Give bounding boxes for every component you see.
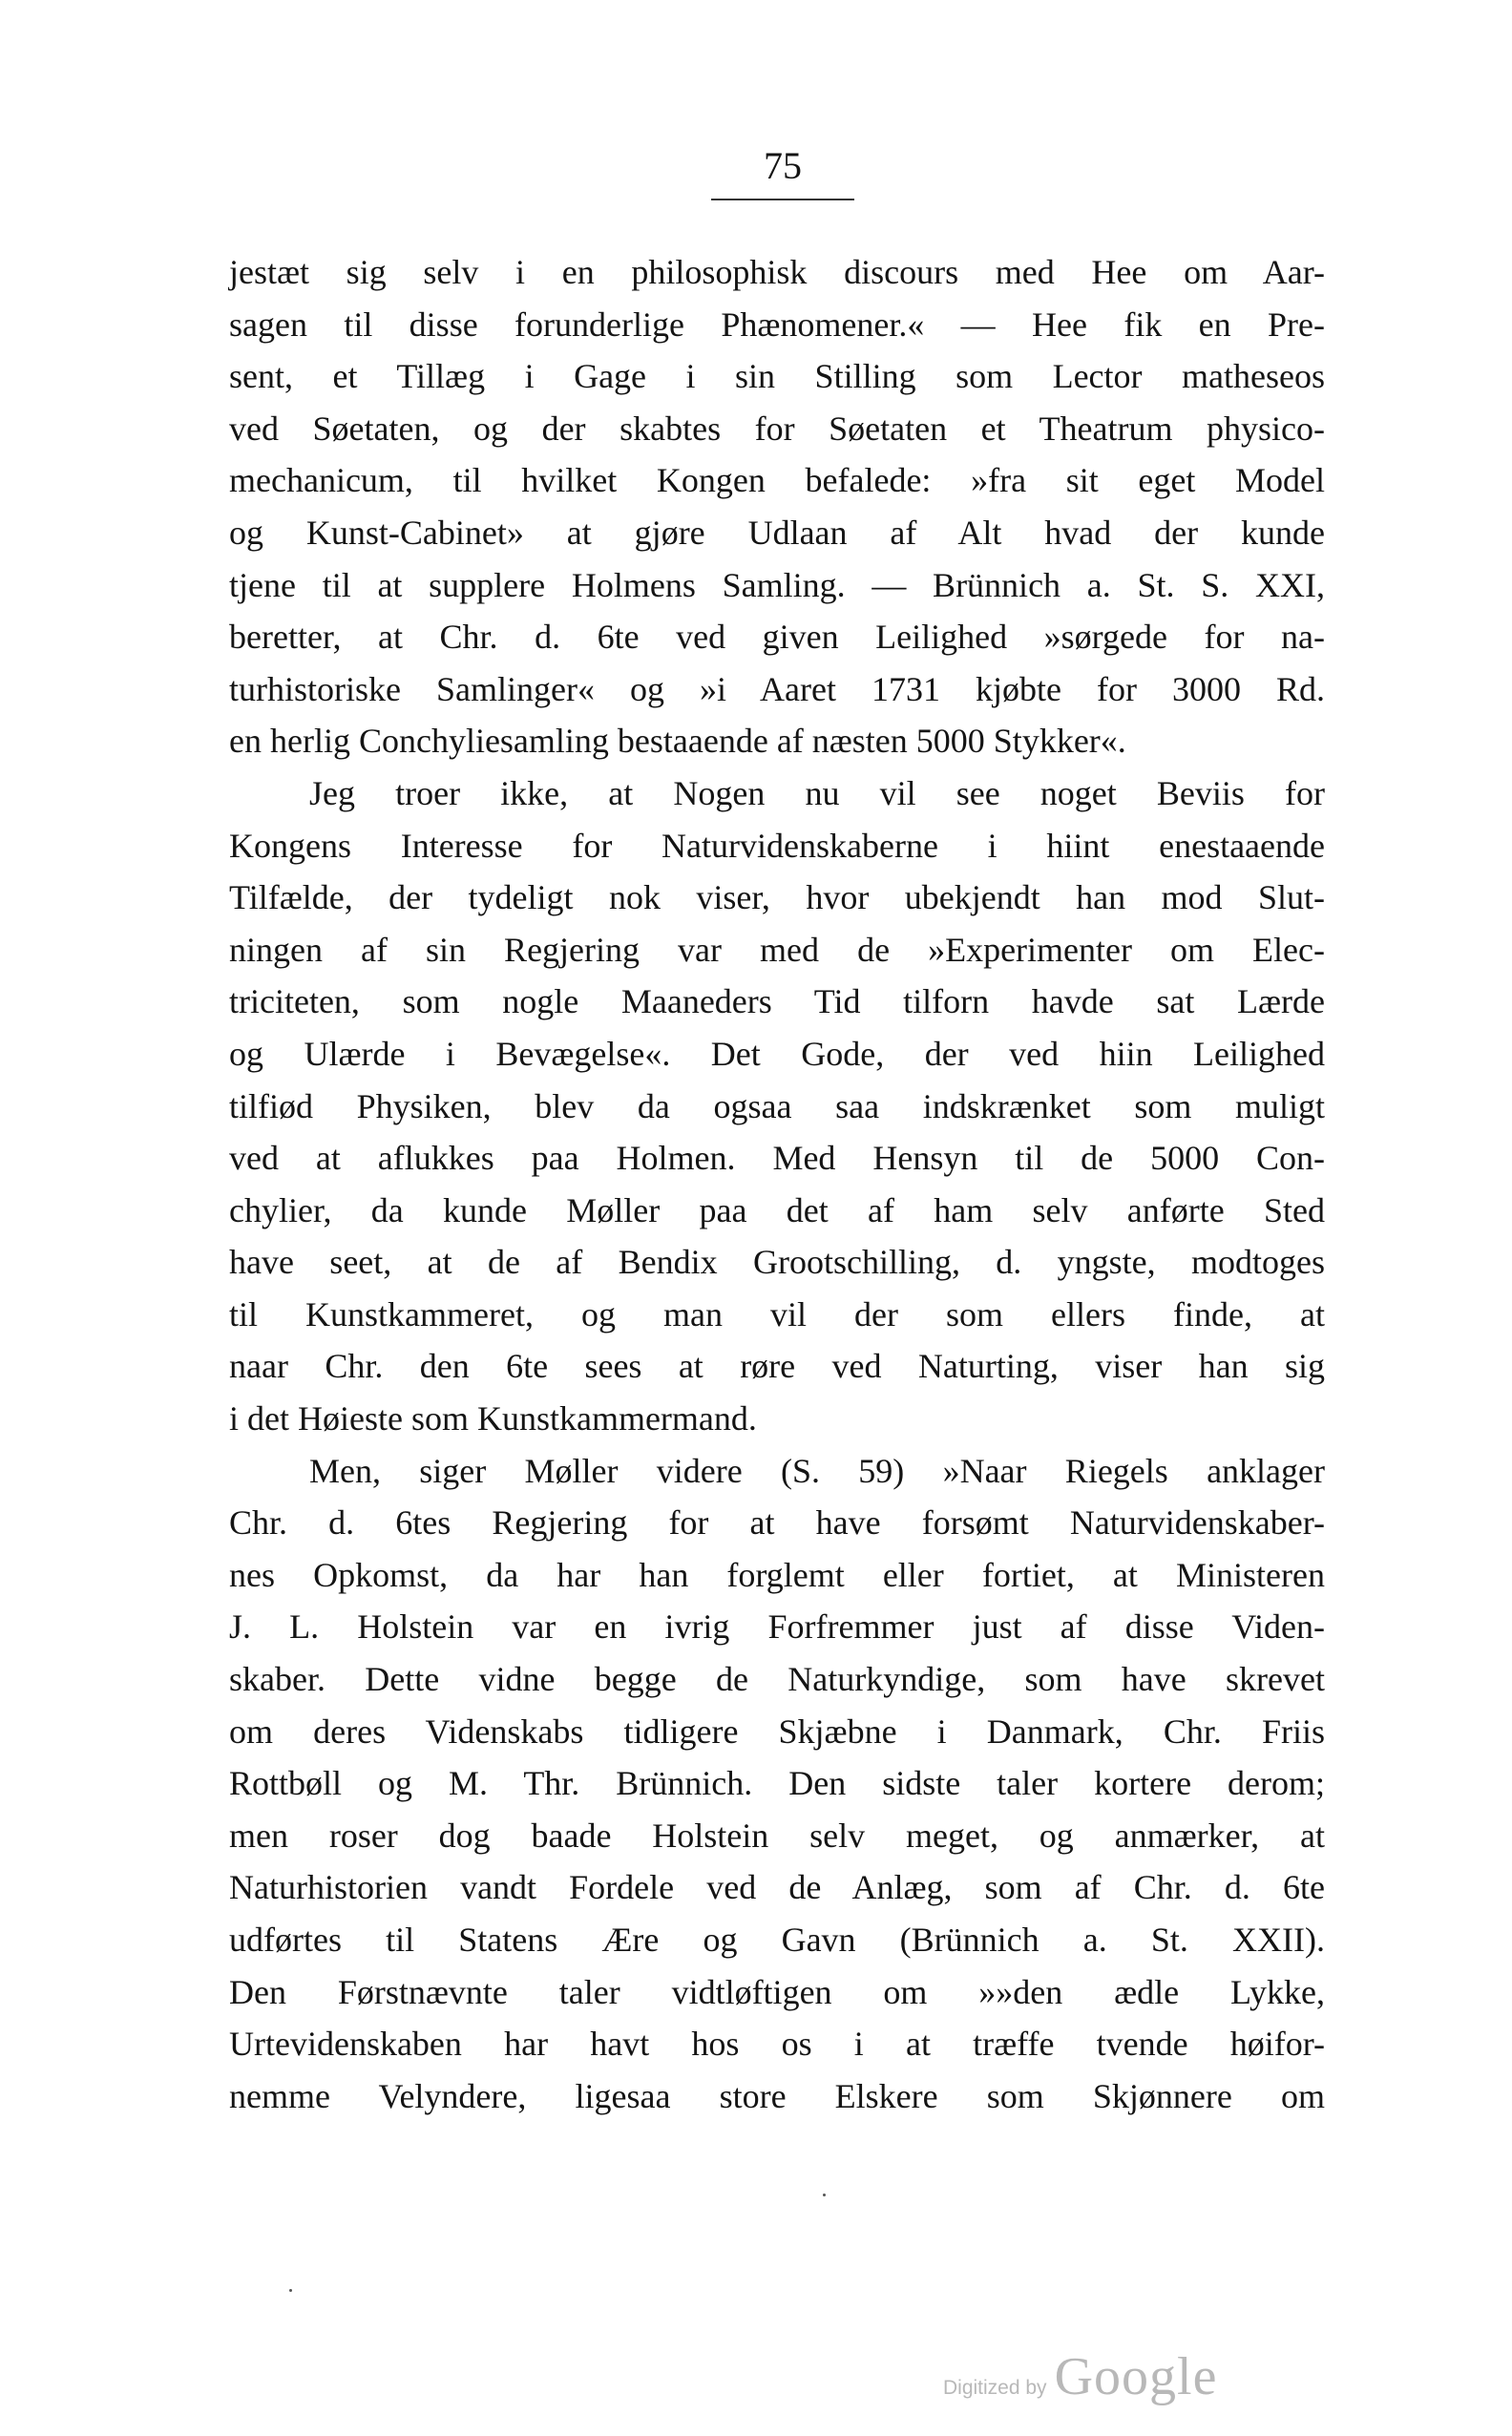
text-line: Jeg troer ikke, at Nogen nu vil see noget Beviis for bbox=[309, 773, 1325, 812]
text-line: Rottbøll og M. Thr. Brünnich. Den sidste taler kortere derom; bbox=[229, 1764, 1325, 1803]
text-line: Kongens Interesse for Naturvidenskaberne i hiint enestaaende bbox=[229, 826, 1325, 865]
text-line: ved Søetaten, og der skabtes for Søetaten et Theatrum physico- bbox=[229, 409, 1325, 448]
text-line: turhistoriske Samlinger« og »i Aaret 1731 kjøbte for 3000 Rd. bbox=[229, 669, 1325, 708]
text-line: nemme Velyndere, ligesaa store Elskere som Skjønnere om bbox=[229, 2076, 1325, 2115]
text-line: Chr. d. 6tes Regjering for at have forsømt Naturvidenskaber- bbox=[229, 1503, 1325, 1543]
text-line: om deres Videnskabs tidligere Skjæbne i Danmark, Chr. Friis bbox=[229, 1712, 1325, 1751]
text-line: tjene til at supplere Holmens Samling. — Brünnich a. St. S. XXI, bbox=[229, 565, 1325, 604]
text-line: til Kunstkammeret, og man vil der som ellers finde, at bbox=[229, 1294, 1325, 1334]
text-line: mechanicum, til hvilket Kongen befalede: »fra sit eget Model bbox=[229, 461, 1325, 500]
text-line: og Kunst-Cabinet» at gjøre Udlaan af Alt hvad der kunde bbox=[229, 513, 1325, 552]
paper-speck bbox=[289, 2289, 292, 2292]
text-line: chylier, da kunde Møller paa det af ham selv anførte Sted bbox=[229, 1190, 1325, 1229]
text-line: beretter, at Chr. d. 6te ved given Leilighed »sørgede for na- bbox=[229, 618, 1325, 657]
text-line: men roser dog baade Holstein selv meget, og anmærker, at bbox=[229, 1816, 1325, 1855]
text-line: i det Høieste som Kunstkammermand. bbox=[229, 1399, 757, 1438]
text-line: Urtevidenskaben har havt hos os i at træffe tvende høifor- bbox=[229, 2025, 1325, 2064]
text-line: J. L. Holstein var en ivrig Forfremmer just af disse Viden- bbox=[229, 1607, 1325, 1647]
text-line: triciteten, som nogle Maaneders Tid tilforn havde sat Lærde bbox=[229, 982, 1325, 1021]
text-line: udførtes til Statens Ære og Gavn (Brünnich a. St. XXII). bbox=[229, 1921, 1325, 1959]
text-line: tilfiød Physiken, blev da ogsaa saa indskrænket som muligt bbox=[229, 1086, 1325, 1125]
watermark-prefix: Digitized by bbox=[943, 2377, 1047, 2399]
text-line: nes Opkomst, da har han forglemt eller fortiet, at Ministeren bbox=[229, 1555, 1325, 1594]
google-logo: Google bbox=[1054, 2347, 1218, 2406]
text-line: ved at aflukkes paa Holmen. Med Hensyn til de 5000 Con- bbox=[229, 1139, 1325, 1178]
digitized-watermark bbox=[943, 2346, 1217, 2407]
text-line: naar Chr. den 6te sees at røre ved Naturting, viser han sig bbox=[229, 1347, 1325, 1386]
page-number-rule bbox=[711, 199, 854, 200]
page-number: 75 bbox=[764, 144, 802, 187]
text-line: og Ulærde i Bevægelse«. Det Gode, der ved hiin Leilighed bbox=[229, 1034, 1325, 1073]
text-line: Tilfælde, der tydeligt nok viser, hvor ubekjendt han mod Slut- bbox=[229, 878, 1325, 917]
text-line: Men, siger Møller videre (S. 59) »Naar Riegels anklager bbox=[309, 1451, 1325, 1490]
text-line: have seet, at de af Bendix Grootschilling, d. yngste, modtoges bbox=[229, 1243, 1325, 1282]
text-line: en herlig Conchyliesamling bestaaende af næsten 5000 Stykker«. bbox=[229, 722, 1126, 761]
text-line: skaber. Dette vidne begge de Naturkyndige, som have skrevet bbox=[229, 1660, 1325, 1699]
text-line: ningen af sin Regjering var med de »Experimenter om Elec- bbox=[229, 930, 1325, 969]
text-line: Naturhistorien vandt Fordele ved de Anlæg, som af Chr. d. 6te bbox=[229, 1868, 1325, 1907]
text-line: Den Førstnævnte taler vidtløftigen om »»den ædle Lykke, bbox=[229, 1972, 1325, 2011]
paper-speck bbox=[823, 2194, 826, 2196]
text-line: jestæt sig selv i en philosophisk discours med Hee om Aar- bbox=[229, 253, 1325, 291]
body-text bbox=[229, 246, 1325, 2122]
text-line: sagen til disse forunderlige Phænomener.« — Hee fik en Pre- bbox=[229, 304, 1325, 344]
text-line: sent, et Tillæg i Gage i sin Stilling som Lector matheseos bbox=[229, 357, 1325, 396]
